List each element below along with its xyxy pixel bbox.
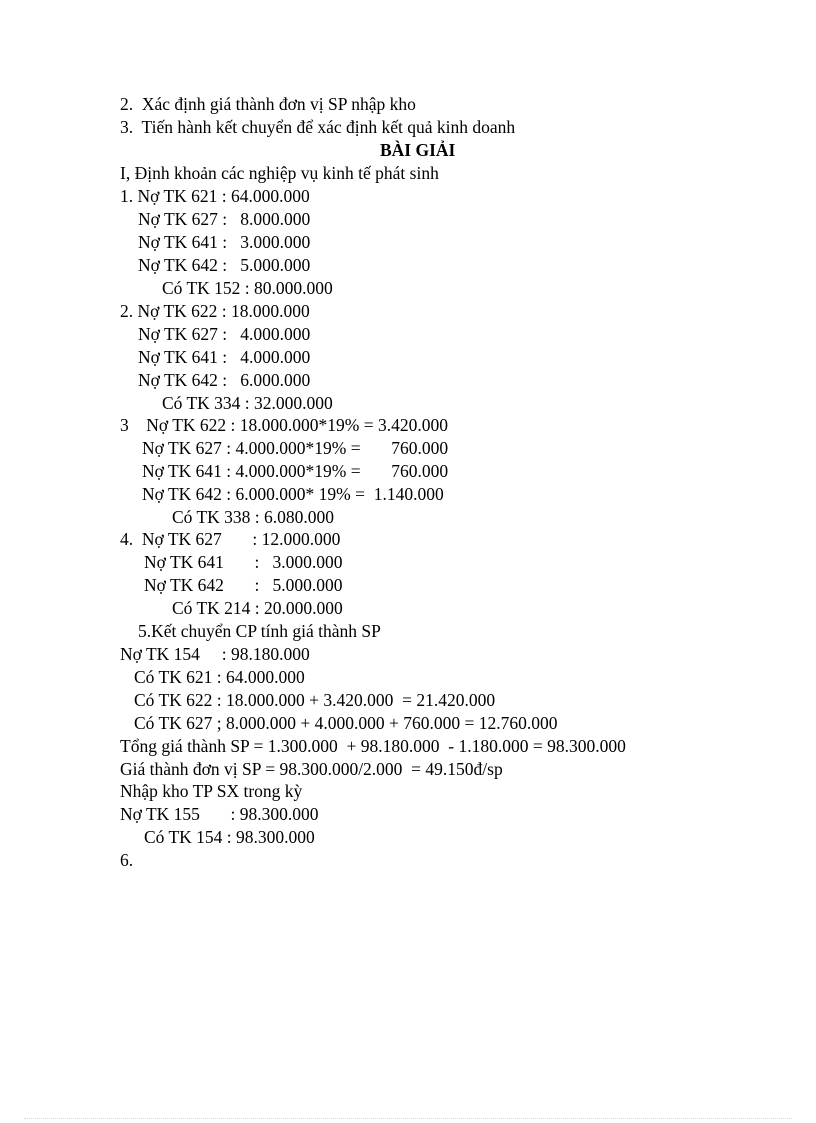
journal-entry-line: 1. Nợ TK 621 : 64.000.000 xyxy=(120,186,310,206)
text-line: 3. Tiến hành kết chuyển để xác định kết quả kinh doanh xyxy=(120,117,516,137)
journal-entry-line: Có TK 338 : 6.080.000 xyxy=(172,507,335,527)
text-line: 5.Kết chuyển CP tính giá thành SP xyxy=(138,621,381,641)
journal-entry-line: Nợ TK 641 : 4.000.000 xyxy=(138,347,311,367)
journal-entry-line: Nợ TK 641 : 4.000.000*19% = 760.000 xyxy=(142,461,449,481)
journal-entry-line: Nợ TK 641 : 3.000.000 xyxy=(138,232,311,252)
journal-entry-line: Có TK 621 : 64.000.000 xyxy=(134,667,305,687)
journal-entry-line: Nợ TK 627 : 4.000.000 xyxy=(138,324,311,344)
section-heading: BÀI GIẢI xyxy=(380,140,456,160)
journal-entry-line: 4. Nợ TK 627 : 12.000.000 xyxy=(120,529,341,549)
text-line: Nhập kho TP SX trong kỳ xyxy=(120,781,303,801)
text-line: 2. Xác định giá thành đơn vị SP nhập kho xyxy=(120,94,416,114)
journal-entry-line: Có TK 622 : 18.000.000 + 3.420.000 = 21.420.000 xyxy=(134,690,496,710)
text-line: I, Định khoản các nghiệp vụ kinh tế phát sinh xyxy=(120,163,439,183)
journal-entry-line: Có TK 627 ; 8.000.000 + 4.000.000 + 760.000 = 12.760.000 xyxy=(134,713,558,733)
journal-entry-line: Nợ TK 642 : 5.000.000 xyxy=(144,575,343,595)
journal-entry-line: Có TK 154 : 98.300.000 xyxy=(144,827,315,847)
journal-entry-line: Nợ TK 642 : 6.000.000* 19% = 1.140.000 xyxy=(142,484,444,504)
journal-entry-line: Nợ TK 154 : 98.180.000 xyxy=(120,644,310,664)
text-line: Giá thành đơn vị SP = 98.300.000/2.000 = 49.150đ/sp xyxy=(120,759,503,779)
journal-entry-line: Nợ TK 627 : 8.000.000 xyxy=(138,209,311,229)
page-bottom-divider xyxy=(24,1118,792,1119)
journal-entry-line: Nợ TK 642 : 6.000.000 xyxy=(138,370,311,390)
journal-entry-line: Nợ TK 155 : 98.300.000 xyxy=(120,804,319,824)
journal-entry-line: Có TK 334 : 32.000.000 xyxy=(162,393,333,413)
text-line: Tổng giá thành SP = 1.300.000 + 98.180.000 - 1.180.000 = 98.300.000 xyxy=(120,736,626,756)
journal-entry-line: Nợ TK 642 : 5.000.000 xyxy=(138,255,311,275)
journal-entry-line: Nợ TK 641 : 3.000.000 xyxy=(144,552,343,572)
journal-entry-line: Có TK 214 : 20.000.000 xyxy=(172,598,343,618)
journal-entry-line: Có TK 152 : 80.000.000 xyxy=(162,278,333,298)
journal-entry-line: 3 Nợ TK 622 : 18.000.000*19% = 3.420.000 xyxy=(120,415,448,435)
text-line: 6. xyxy=(120,850,134,870)
journal-entry-line: Nợ TK 627 : 4.000.000*19% = 760.000 xyxy=(142,438,449,458)
journal-entry-line: 2. Nợ TK 622 : 18.000.000 xyxy=(120,301,310,321)
